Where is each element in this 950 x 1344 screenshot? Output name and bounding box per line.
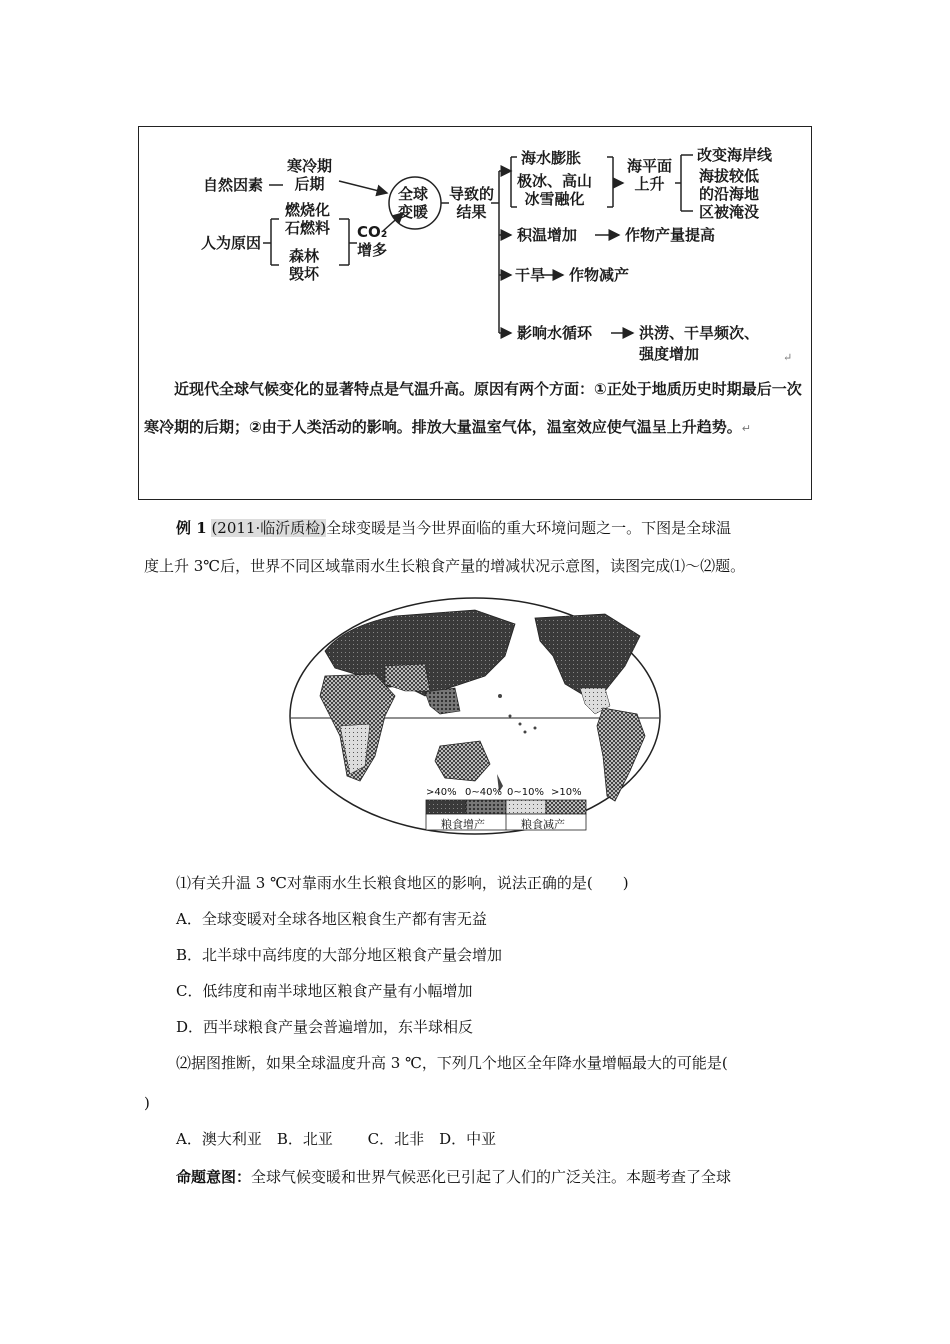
q1-option-c: C．低纬度和南半球地区粮食产量有小幅增加 [176,982,473,1000]
forest-line1: 森林 [289,247,320,265]
ice-line2: 冰雪融化 [524,190,585,208]
crop-up-label: 作物产量提高 [625,226,716,244]
result-line2: 结果 [456,203,487,221]
flood-label-2: 强度增加 [639,345,700,363]
sea-level-line2: 上升 [634,175,665,193]
crop-down-label: 作物减产 [569,266,630,284]
ice-line1: 极冰、高山 [517,172,593,190]
human-cause-label: 人为原因 [201,234,262,252]
sea-level-line1: 海平面 [627,157,673,175]
flood-label-1: 洪涝、干旱频次、 [639,324,760,342]
q1-stem: ⑴有关升温 3 ℃对靠雨水生长粮食地区的影响，说法正确的是( ) [176,874,629,892]
example-line2: 度上升 3℃后，世界不同区域靠雨水生长粮食产量的增减状况示意图，读图完成⑴～⑵题。 [144,557,746,575]
legend-label-3: 0~10% [507,787,544,798]
example-line1-text: 全球变暖是当今世界面临的重大环境问题之一。下图是全球温 [326,519,732,537]
intent-line [176,1167,731,1187]
q1-option-b: B．北半球中高纬度的大部分地区粮食产量会增加 [176,946,503,964]
island [519,723,522,726]
q1-option-a: A．全球变暖对全球各地区粮食生产都有害无益 [176,910,487,928]
cold-period-label [287,157,332,193]
natural-factor-label: 自然因素 [203,176,264,194]
legend-label-1: >40% [426,787,457,798]
lowland-line3: 区被淹没 [699,203,760,221]
island [534,727,537,730]
example-source: (2011·临沂质检) [211,519,327,537]
q1-option-d: D．西半球粮食产量会普遍增加，东半球相反 [176,1018,474,1036]
q2-stem: ⑵据图推断，如果全球温度升高 3 ℃，下列几个地区全年降水量增幅最大的可能是( [176,1054,728,1072]
forest-label [289,247,319,283]
intent-label: 命题意图： [176,1168,252,1186]
example-line1 [176,518,731,538]
paragraph-mark: ↵ [741,422,751,435]
forest-line2: 毁坏 [289,265,320,283]
legend-swatch-3 [506,800,546,814]
legend-swatch-4 [546,800,586,814]
world-map-figure [285,596,665,841]
lowland-line1: 海拔较低 [699,167,760,185]
legend-label-2: 0~40% [465,787,502,798]
paragraph-mark: ↵ [783,351,793,364]
coastline-label: 改变海岸线 [697,146,773,164]
island [498,694,502,698]
fossil-line2: 石燃料 [285,219,331,237]
sea-expand-label: 海水膨胀 [521,149,582,167]
drought-label: 干旱 [515,266,546,284]
co2-label [357,223,387,259]
legend-swatch-1 [426,800,466,814]
legend-swatch-2 [466,800,506,814]
warming-line2: 变暖 [398,203,429,221]
lowland-label [699,167,759,221]
box-paragraph [144,370,808,448]
co2-line2: 增多 [357,241,388,259]
island [509,715,512,718]
intent-text: 全球气候变暖和世界气候恶化已引起了人们的广泛关注。本题考查了全球 [251,1168,732,1186]
lowland-line2: 的沿海地 [699,185,760,203]
cold-period-line1: 寒冷期 [287,157,333,175]
warming-line1: 全球 [398,185,429,203]
legend-decrease-label: 粮食减产 [521,818,565,831]
result-line1: 导致的 [449,185,495,203]
box-paragraph-text: 近现代全球气候变化的显著特点是气温升高。原因有两个方面：①正处于地质历史时期最后一次寒冷期的后期；②由于人类活动的影响。排放大量温室气体，温室效应使气温呈上升趋势。 [144,380,802,436]
ice-melt-label [517,172,592,208]
fossil-line1: 燃烧化 [285,201,331,219]
world-map [285,596,665,841]
q2-close-paren: ) [144,1094,150,1112]
legend-label-4: >10% [551,787,582,798]
q2-options: A．澳大利亚 B．北亚 C．北非 D．中亚 [176,1130,497,1148]
sea-level-label [627,157,672,193]
cold-period-line2: 后期 [294,175,325,193]
island [524,731,527,734]
accum-temp-label: 积温增加 [517,226,578,244]
result-label [449,185,494,221]
co2-line1: CO₂ [357,223,388,241]
global-warming-label [398,185,428,221]
fossil-fuel-label [285,201,330,237]
legend-increase-label: 粮食增产 [441,818,485,831]
water-cycle-label: 影响水循环 [517,324,593,342]
example-label: 例 1 [176,519,207,537]
